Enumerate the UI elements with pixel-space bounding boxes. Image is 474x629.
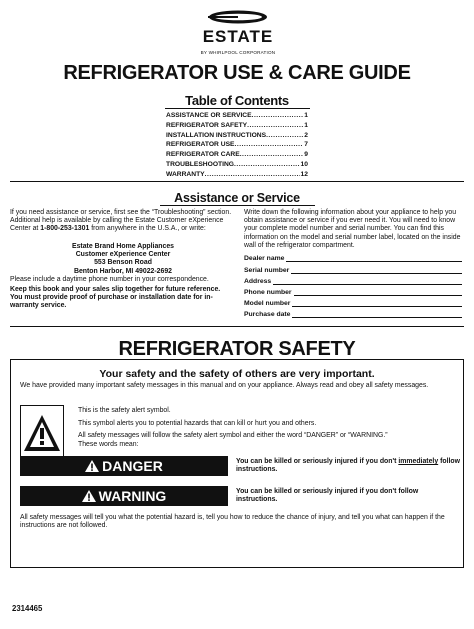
warning-triangle-icon <box>21 406 63 462</box>
toc-entry-page: 1 <box>304 121 308 129</box>
field-label: Purchase date <box>244 311 291 318</box>
field-line <box>291 266 462 274</box>
toc-leader-dots <box>247 121 303 130</box>
toc-entry-label: WARRANTY <box>166 170 205 178</box>
keep-book-note: Keep this book and your sales slip together for future reference. You must provide proof of purchase or installation date for in-warranty service. <box>10 286 221 310</box>
safety-alert-symbol <box>20 405 64 463</box>
address-line: Customer eXperience Center <box>75 251 171 259</box>
toc-leader-dots <box>205 170 300 179</box>
field-label: Phone number <box>244 289 292 296</box>
toc-leader-dots <box>252 111 304 120</box>
safety-intro: We have provided many important safety messages in this manual and on your appliance. Always read and obey all safety messages. <box>20 382 429 389</box>
warning-banner <box>20 486 228 506</box>
field-line <box>292 299 462 307</box>
logo-subtitle: BY WHIRLPOOL CORPORATION <box>200 50 276 55</box>
danger-text-end: follow instructions. <box>236 458 460 474</box>
toc-divider <box>165 108 310 109</box>
page-title: REFRIGERATOR USE & CARE GUIDE <box>63 62 411 84</box>
assistance-divider <box>160 205 315 206</box>
record-info-paragraph: Write down the following information about your appliance to help you obtain assistance or service if you ever need it. You will need to know your complete model number and serial number. You can find this information on the model and serial number label, located on the inside wall of the refrigerator compartment. <box>244 209 461 249</box>
model-number-field[interactable] <box>244 298 462 307</box>
field-line <box>294 288 462 296</box>
warning-label: WARNING <box>98 488 167 504</box>
toc-entry-page: 7 <box>304 141 308 149</box>
toc-entry-page: 12 <box>300 170 308 178</box>
assistance-intro <box>10 209 236 234</box>
toc-leader-dots <box>235 140 304 149</box>
logo-wordmark: ESTATE <box>202 27 274 46</box>
address-line: Benton Harbor, MI 49022-2692 <box>73 267 173 275</box>
toc-entry-label: TROUBLESHOOTING <box>166 161 234 168</box>
assistance-phone: 1-800-253-1301 <box>40 225 90 233</box>
danger-label: DANGER <box>102 458 163 474</box>
toc-entry-label: REFRIGERATOR SAFETY <box>166 121 248 129</box>
symbol-description-2: This symbol alerts you to potential hazards that can kill or hurt you and others. <box>78 420 317 427</box>
field-label: Model number <box>244 300 291 307</box>
toc-entry <box>166 111 308 120</box>
toc-entry-page: 1 <box>304 112 308 119</box>
section-divider <box>10 326 464 327</box>
warning-description: You can be killed or seriously injured if you don't follow instructions. <box>236 488 419 504</box>
assistance-heading: Assistance or Service <box>174 191 300 205</box>
assistance-intro-text-end: from anywhere in the U.S.A., or write: <box>89 225 206 233</box>
symbol-description-3: All safety messages will follow the safety alert symbol and either the word “DANGER” or “WARNING.” <box>78 432 388 439</box>
estate-logo <box>200 10 276 60</box>
document-number: 2314465 <box>12 604 43 613</box>
danger-banner <box>20 456 228 476</box>
danger-description <box>236 458 460 474</box>
toc-entry-label: REFRIGERATOR CARE <box>166 151 240 159</box>
toc-leader-dots <box>266 131 303 140</box>
serial-number-field[interactable] <box>244 265 462 274</box>
mailing-address <box>10 243 236 276</box>
phone-note: Please include a daytime phone number in your correspondence. <box>10 276 209 283</box>
alert-triangle-icon <box>85 460 99 472</box>
toc-entry <box>166 140 308 149</box>
field-label: Dealer name <box>244 255 285 262</box>
alert-triangle-icon <box>82 490 96 502</box>
toc-entry <box>166 170 308 179</box>
danger-text-emphasis: immediately <box>398 458 439 465</box>
phone-number-field[interactable] <box>244 287 462 296</box>
toc-entry <box>166 131 308 140</box>
safety-footer: All safety messages will tell you what the potential hazard is, tell you how to reduce the chance of injury, and tell you what can happen if the instructions are not followed. <box>20 514 445 530</box>
field-line <box>292 310 462 318</box>
toc-entry <box>166 160 308 169</box>
address-line: 553 Benson Road <box>94 259 152 267</box>
symbol-description-1: This is the safety alert symbol. <box>78 407 171 414</box>
safety-box-title: Your safety and the safety of others are very important. <box>99 368 375 380</box>
section-divider <box>10 181 464 182</box>
field-label: Serial number <box>244 267 290 274</box>
toc-entry-label: ASSISTANCE OR SERVICE <box>166 112 252 119</box>
safety-heading: REFRIGERATOR SAFETY <box>118 338 356 360</box>
address-line: Estate Brand Home Appliances <box>72 243 174 250</box>
toc-entry-page: 10 <box>300 161 308 168</box>
toc-entry-page: 2 <box>304 131 308 139</box>
assistance-intro-text: If you need assistance or service, first see the “Troubleshooting” section. Additional help is available by calling the Estate Customer eXperience Center at <box>10 209 232 233</box>
toc-leader-dots <box>234 160 300 169</box>
toc-entry-label: INSTALLATION INSTRUCTIONS <box>166 131 267 139</box>
logo-swoosh-icon <box>208 10 268 24</box>
toc-entry <box>166 121 308 130</box>
dealer-name-field[interactable] <box>244 253 462 262</box>
field-line <box>286 254 462 262</box>
symbol-description-4: These words mean: <box>78 441 139 448</box>
field-label: Address <box>244 278 272 285</box>
address-field[interactable] <box>244 276 462 285</box>
field-line <box>273 277 462 285</box>
toc-leader-dots <box>240 150 304 159</box>
toc-entry-page: 9 <box>304 151 308 159</box>
toc-heading: Table of Contents <box>185 93 289 108</box>
toc-entry-label: REFRIGERATOR USE <box>166 141 235 149</box>
danger-text: You can be killed or seriously injured if you don't <box>236 458 399 465</box>
purchase-date-field[interactable] <box>244 309 462 318</box>
toc-entry <box>166 150 308 159</box>
